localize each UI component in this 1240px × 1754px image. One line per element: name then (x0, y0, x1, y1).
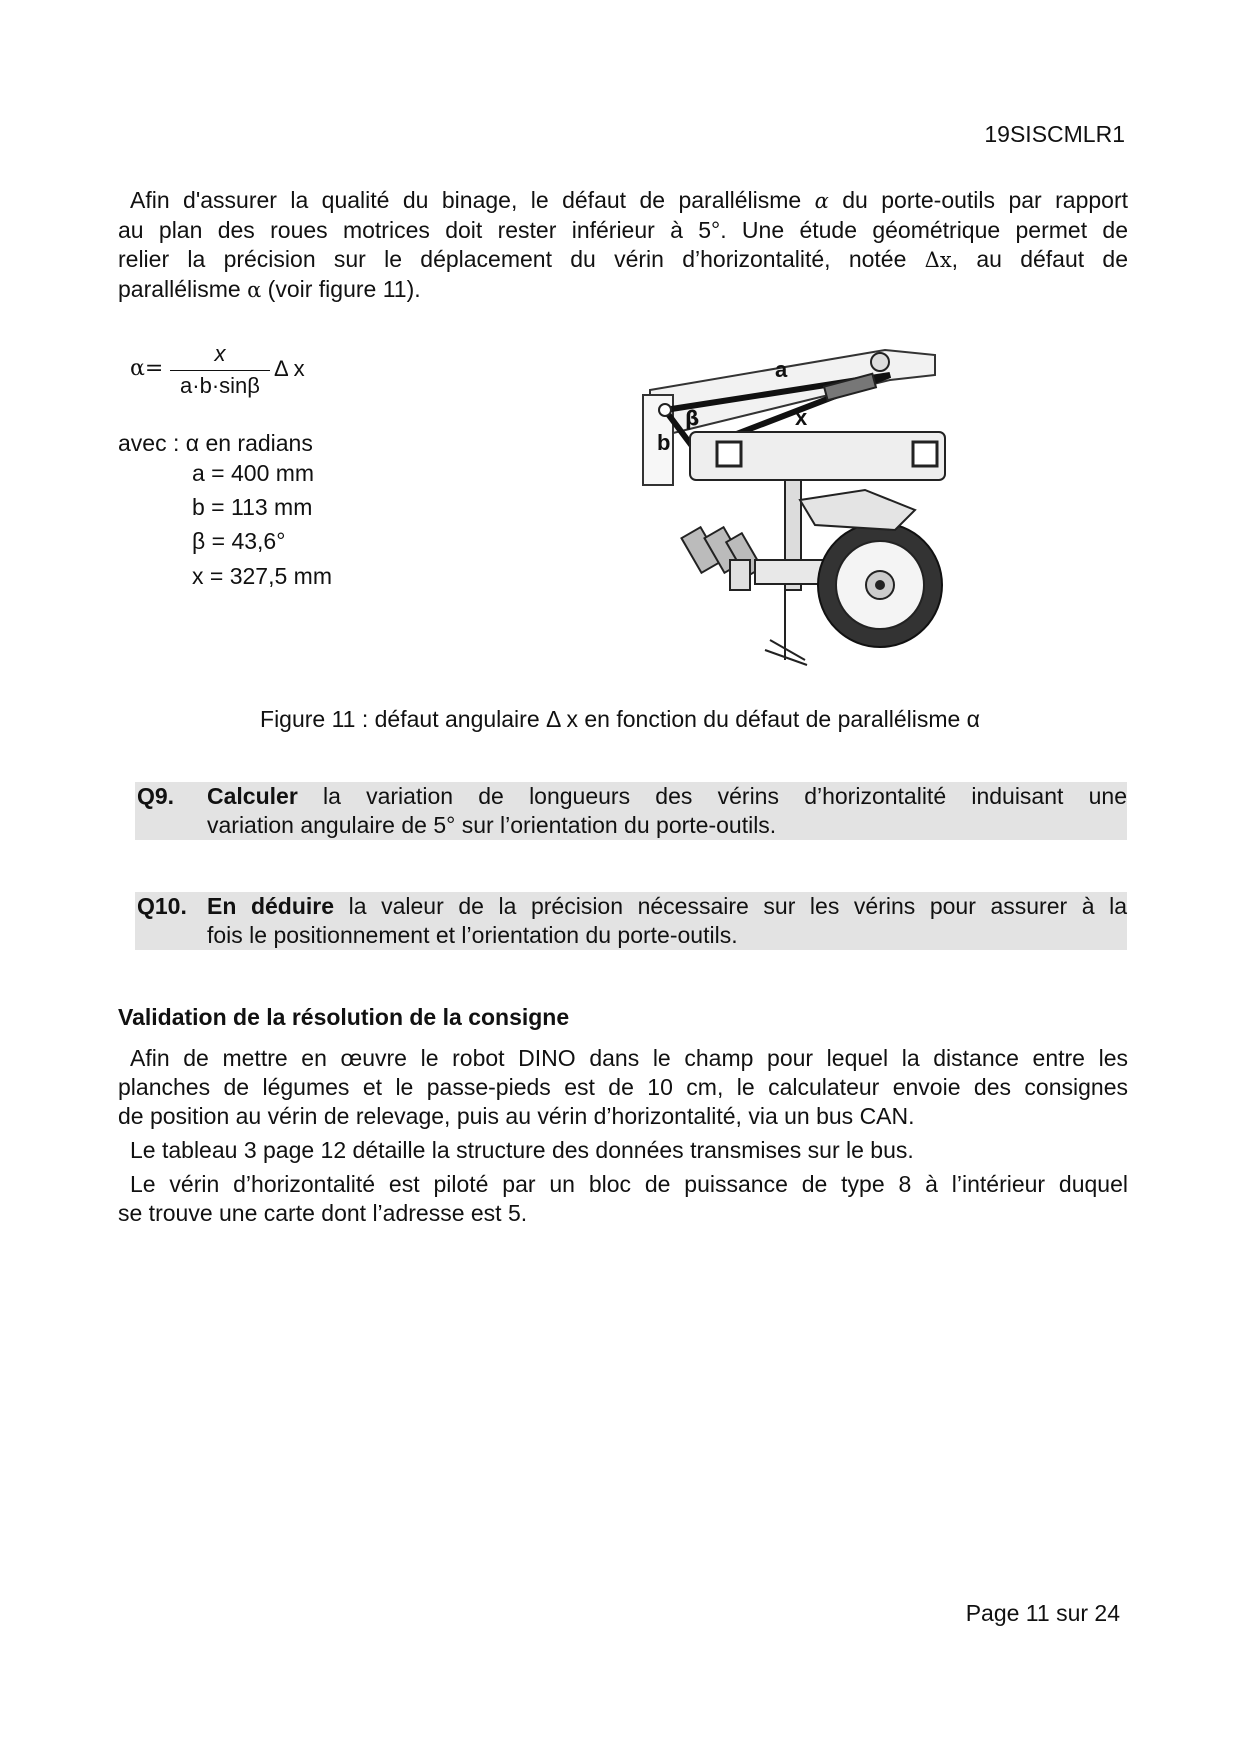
section-title: Validation de la résolution de la consigne (118, 1004, 570, 1030)
question-verb: Calculer (207, 783, 298, 809)
intro-paragraph (118, 186, 1128, 305)
formula-rhs: Δ x (274, 356, 305, 381)
param-beta: β = 43,6° (192, 528, 286, 554)
intro-text: parallélisme (118, 276, 248, 302)
formula-lhs: α= (130, 356, 164, 381)
intro-text: du porte-outils par rapport (828, 187, 1128, 213)
paragraph-text: planches de légumes et le passe-pieds est de 10 cm, le calculateur envoie des consignes (118, 1074, 1128, 1100)
param-b: b = 113 mm (192, 494, 313, 520)
label-beta: β (685, 406, 700, 430)
question-number: Q10. (137, 893, 187, 919)
paragraph-text: de position au vérin de relevage, puis au vérin d’horizontalité, via un bus CAN. (118, 1103, 915, 1129)
intro-text: (voir figure 11). (261, 276, 421, 302)
alpha-symbol: α (247, 278, 262, 302)
figure-caption: Figure 11 : défaut angulaire Δ x en fonction du défaut de parallélisme α (260, 706, 980, 732)
section-paragraph-2 (118, 1136, 1128, 1165)
section-paragraph-1 (118, 1044, 1128, 1131)
delta-x-symbol: Δx (924, 248, 952, 272)
label-b: b (657, 430, 671, 455)
label-x: x (795, 405, 808, 430)
paragraph-text: Le vérin d’horizontalité est piloté par un bloc de puissance de type 8 à l’intérieur duquel (130, 1171, 1128, 1197)
paragraph-text: se trouve une carte dont l’adresse est 5. (118, 1200, 528, 1226)
question-q10 (135, 892, 1127, 950)
question-number: Q9. (137, 783, 175, 809)
param-x: x = 327,5 mm (192, 563, 332, 589)
param-avec: avec : α en radians (118, 430, 313, 456)
param-a: a = 400 mm (192, 460, 315, 486)
alpha-formula (130, 340, 330, 410)
formula-fraction (170, 340, 270, 401)
figure-11-diagram (635, 340, 975, 670)
formula-denominator: a·b·sinβ (180, 373, 260, 398)
question-q9 (135, 782, 1127, 840)
alpha-symbol: α (814, 189, 829, 213)
question-text: fois le positionnement et l’orientation du porte-outils. (207, 922, 738, 948)
intro-text: Afin d'assurer la qualité du binage, le défaut de parallélisme (130, 187, 815, 213)
question-text: variation angulaire de 5° sur l’orientation du porte-outils. (207, 812, 777, 838)
paragraph-text: Afin de mettre en œuvre le robot DINO dans le champ pour lequel la distance entre les (130, 1045, 1128, 1071)
question-text: la valeur de la précision nécessaire sur les vérins pour assurer à la (334, 893, 1127, 919)
intro-text: , au défaut de (951, 246, 1128, 272)
formula-numerator: x (214, 341, 226, 366)
tool-carrier-illustration (635, 340, 975, 670)
question-verb: En déduire (207, 893, 335, 919)
section-paragraph-3 (118, 1170, 1128, 1228)
paragraph-text: Le tableau 3 page 12 détaille la structure des données transmises sur le bus. (130, 1137, 914, 1163)
page-number: Page 11 sur 24 (965, 1600, 1120, 1626)
label-a: a (775, 357, 788, 382)
intro-text: au plan des roues motrices doit rester inférieur à 5°. Une étude géométrique permet de (118, 217, 1128, 243)
document-reference: 19SISCMLR1 (984, 121, 1125, 147)
question-text: la variation de longueurs des vérins d’horizontalité induisant une (297, 783, 1127, 809)
intro-text: relier la précision sur le déplacement du vérin d’horizontalité, notée (118, 246, 925, 272)
